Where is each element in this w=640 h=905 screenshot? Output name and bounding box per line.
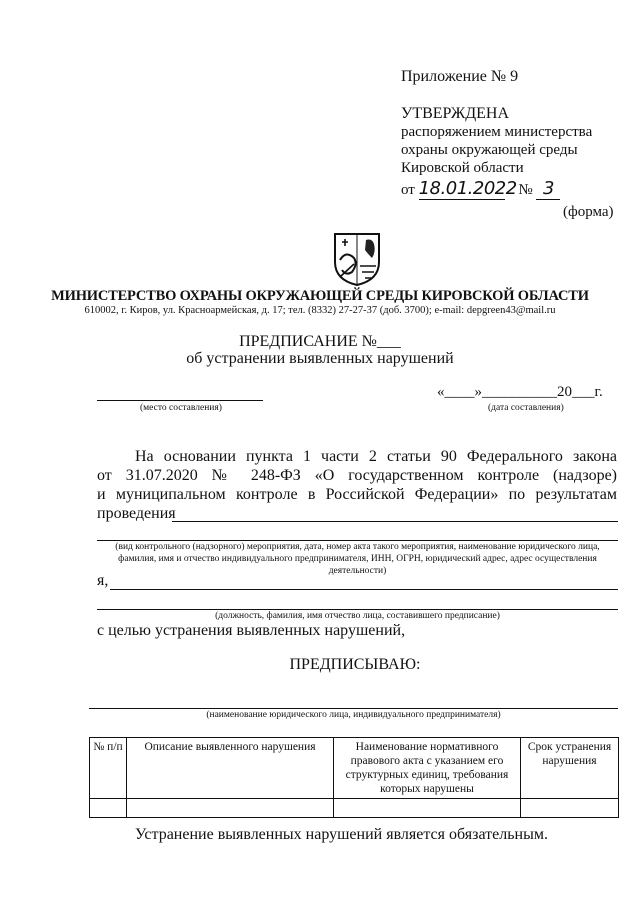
body-line-1: На основании пункта 1 части 2 статьи 90 Федерального закона <box>135 448 617 465</box>
document-title: ПРЕДПИСАНИЕ №___ <box>239 333 401 350</box>
table-row <box>90 799 619 818</box>
approved-label: УТВЕРЖДЕНА <box>401 105 510 122</box>
event-caption: (вид контрольного (надзорного) мероприятия, дата, номер акта такого мероприятия, наименование юридического лица, фамилия, имя и отчество индивидуального предпринимателя, ИНН, ОГРН, юридический адрес, адрес осуществления деятельности) <box>115 542 600 576</box>
official-fill-line-2 <box>97 609 618 610</box>
table-header-row <box>90 738 619 799</box>
appendix-label: Приложение № 9 <box>401 68 519 85</box>
body-line-3: и муниципальном контроле в Российской Федерации» по результатам <box>97 486 617 503</box>
handwritten-date: 18.01.2022 <box>418 178 517 199</box>
approval-date-row <box>401 178 560 200</box>
entity-caption: (наименование юридического лица, индивидуального предпринимателя) <box>206 710 501 720</box>
approval-line-3: Кировской области <box>401 160 524 176</box>
body-line-4: проведения <box>97 505 176 522</box>
kirov-coat-of-arms-icon <box>332 232 382 287</box>
ministry-address: 610002, г. Киров, ул. Красноармейская, д. 17; тел. (8332) 27-27-37 (доб. 3700); e-mail: depgreen43@mail.ru <box>84 305 556 316</box>
cell-number[interactable] <box>90 799 127 818</box>
ministry-name: МИНИСТЕРСТВО ОХРАНЫ ОКРУЖАЮЩЕЙ СРЕДЫ КИРОВСКОЙ ОБЛАСТИ <box>51 288 589 304</box>
number-prefix: № <box>518 182 533 198</box>
approval-line-2: охраны окружающей среды <box>401 142 578 158</box>
date-caption: (дата составления) <box>488 403 564 413</box>
official-caption: (должность, фамилия, имя отчество лица, составившего предписание) <box>215 611 500 621</box>
header-legal-act: Наименование нормативного правового акта с указанием его структурных единиц, требования которых нарушены <box>334 738 521 799</box>
entity-fill-line <box>89 708 618 709</box>
event-fill-line-1 <box>172 521 618 522</box>
header-deadline: Срок устранения нарушения <box>521 738 619 799</box>
header-number: № п/п <box>90 738 127 799</box>
approval-line-1: распоряжением министерства <box>401 124 593 140</box>
document-subtitle: об устранении выявленных нарушений <box>186 350 454 367</box>
order-word: ПРЕДПИСЫВАЮ: <box>289 656 421 673</box>
official-fill-line-1 <box>110 589 618 590</box>
form-label: (форма) <box>563 204 614 220</box>
violations-table <box>89 737 619 818</box>
date-template: «____»__________20___г. <box>437 384 603 400</box>
cell-legal-act[interactable] <box>334 799 521 818</box>
handwritten-number: 3 <box>536 178 560 200</box>
ya-label: я, <box>97 572 109 589</box>
header-description: Описание выявленного нарушения <box>127 738 334 799</box>
place-caption: (место составления) <box>140 403 222 413</box>
date-prefix: от <box>401 182 415 198</box>
cell-deadline[interactable] <box>521 799 619 818</box>
purpose-text: с целью устранения выявленных нарушений, <box>97 622 406 639</box>
closing-statement: Устранение выявленных нарушений является обязательным. <box>135 826 548 843</box>
body-line-2: от 31.07.2020 № 248-ФЗ «О государственном контроле (надзоре) <box>97 467 617 484</box>
place-line <box>97 400 263 401</box>
cell-description[interactable] <box>127 799 334 818</box>
